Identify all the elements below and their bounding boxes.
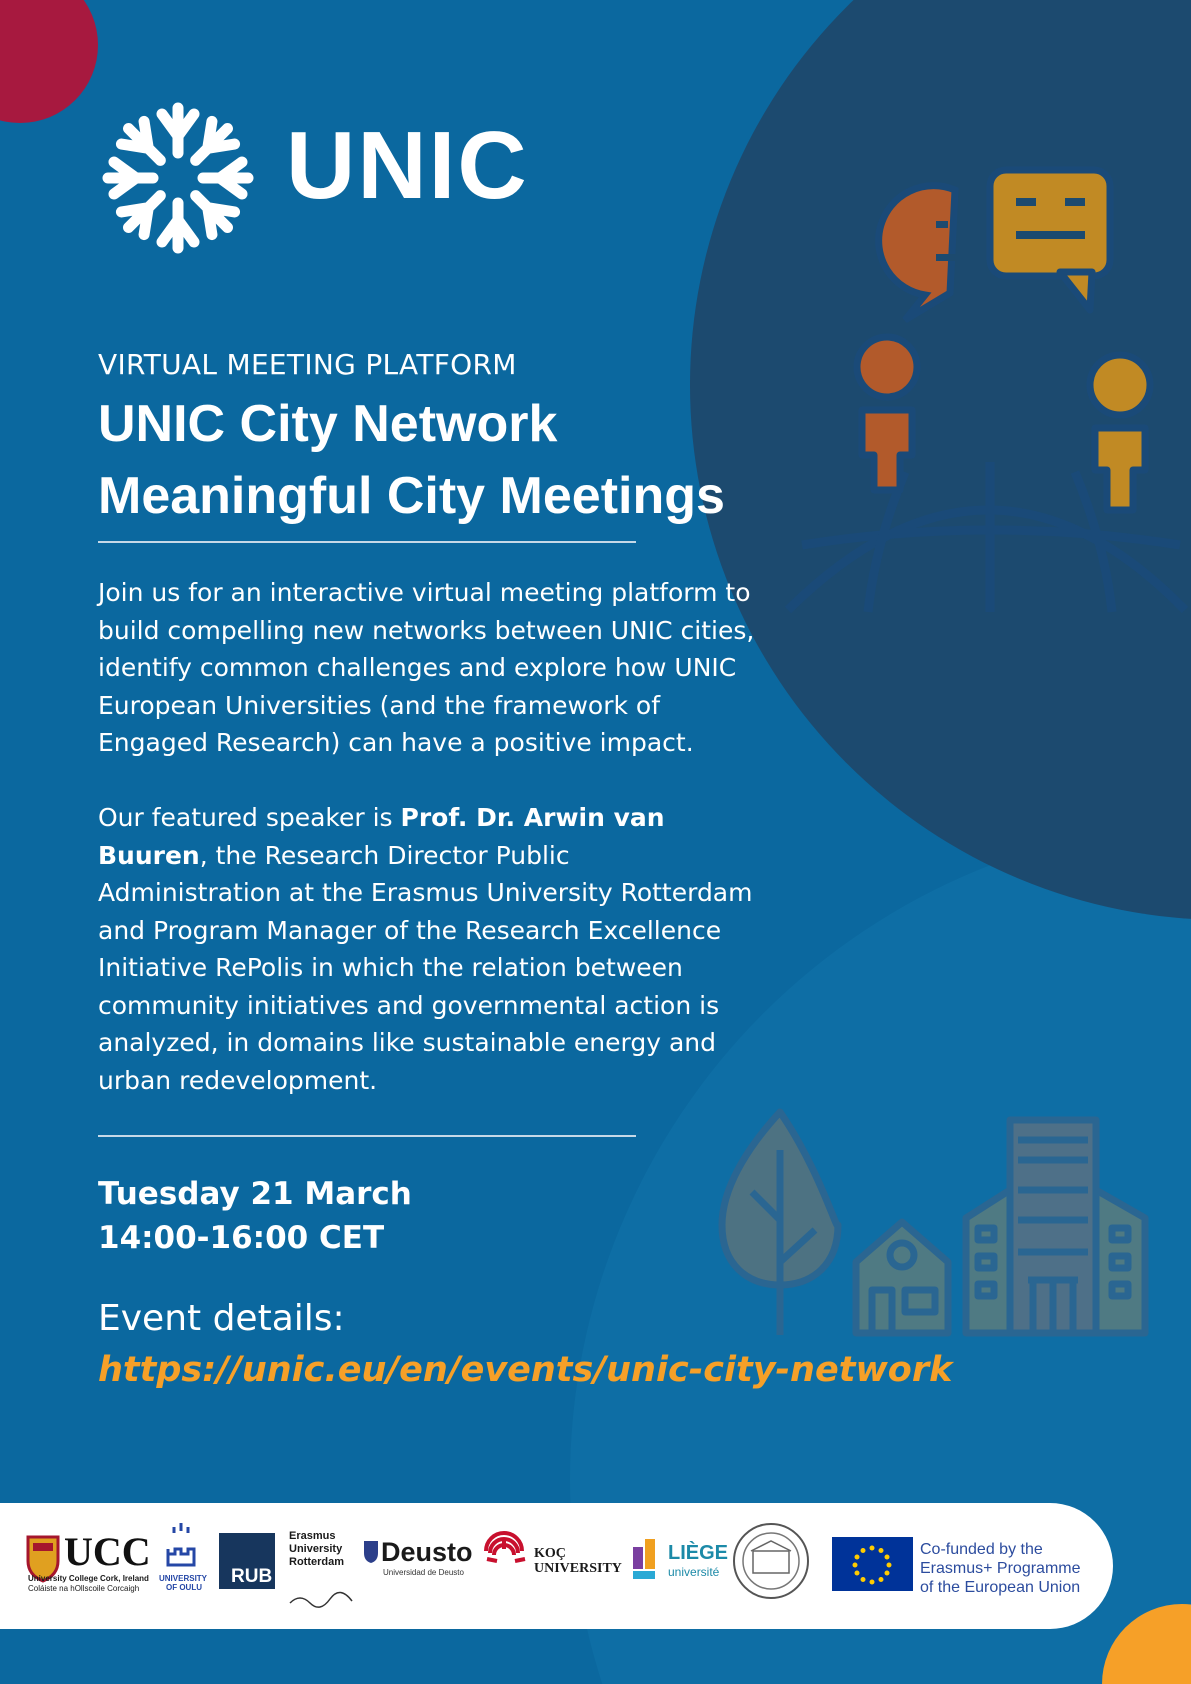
eu-line-1: Co-funded by the — [920, 1541, 1043, 1558]
red-corner-circle — [0, 0, 98, 123]
deusto-shield-icon — [364, 1541, 378, 1563]
university-seal-icon — [734, 1524, 808, 1598]
speaker-paragraph — [98, 799, 753, 1099]
erasmus-line-3: Rotterdam — [289, 1556, 345, 1568]
koc-logo-text — [534, 1546, 622, 1576]
ucc-logo-irish: Coláiste na hOllscoile Corcaigh — [28, 1584, 140, 1593]
oulu-castle-icon — [168, 1523, 194, 1565]
erasmus-line-1: Erasmus — [289, 1530, 336, 1542]
divider-bottom — [98, 1135, 636, 1137]
speaker-name: Prof. Dr. Arwin van Buuren — [98, 803, 665, 870]
eu-flag-icon — [832, 1537, 913, 1591]
koc-line-2: UNIVERSITY — [534, 1561, 622, 1576]
liege-blocks-icon — [633, 1539, 655, 1579]
title-line-1: UNIC City Network — [98, 395, 558, 453]
event-datetime — [98, 1172, 412, 1260]
erasmus-signature-icon — [290, 1592, 352, 1607]
speaker-bio: , the Research Director Public Administration at the Erasmus University Rotterdam and Program Manager of the Research Excellence Initiative RePolis in which the relation between community initiatives and governmental action is analyzed, in domains like sustainable energy and urban redevelopment. — [98, 840, 753, 1095]
liege-logo-text: LIÈGE — [668, 1542, 729, 1564]
event-link[interactable]: https://unic.eu/en/events/unic-city-network — [98, 1350, 953, 1390]
erasmus-logo-text — [289, 1530, 344, 1569]
event-details-label: Event details: — [98, 1298, 345, 1339]
eu-line-3: of the European Union — [920, 1579, 1081, 1596]
liege-logo-subtitle: université — [668, 1565, 720, 1579]
brand-wordmark: UNIC — [286, 112, 529, 219]
intro-paragraph: Join us for an interactive virtual meeting platform to build compelling new networks between UNIC cities, identify common challenges and explore how UNIC European Universities (and the framework of Engaged Research) can have a positive impact. — [98, 578, 755, 757]
divider-top — [98, 541, 636, 543]
ucc-logo-text: UCC — [64, 1529, 151, 1574]
oulu-logo-line2: OF OULU — [166, 1583, 202, 1592]
title-line-2: Meaningful City Meetings — [98, 467, 725, 525]
koc-sunburst-icon — [486, 1533, 525, 1561]
rub-logo-text: RUB — [231, 1566, 273, 1587]
speaker-lead: Our featured speaker is — [98, 803, 401, 832]
deusto-logo-subtitle: Universidad de Deusto — [383, 1568, 464, 1577]
kicker-text: VIRTUAL MEETING PLATFORM — [98, 348, 517, 381]
eu-cofunded-text — [920, 1540, 1100, 1597]
erasmus-line-2: University — [289, 1543, 343, 1555]
event-date: Tuesday 21 March — [98, 1176, 412, 1212]
event-time: 14:00-16:00 CET — [98, 1220, 385, 1256]
koc-line-1: KOÇ — [534, 1546, 566, 1561]
oulu-logo-line1: UNIVERSITY — [159, 1574, 208, 1583]
eu-line-2: Erasmus+ Programme — [920, 1560, 1081, 1577]
deusto-logo-text: Deusto — [381, 1537, 473, 1567]
ucc-logo-subtitle: University College Cork, Ireland — [28, 1574, 149, 1583]
page-title — [98, 388, 725, 532]
snowflake-star-icon — [108, 108, 248, 248]
